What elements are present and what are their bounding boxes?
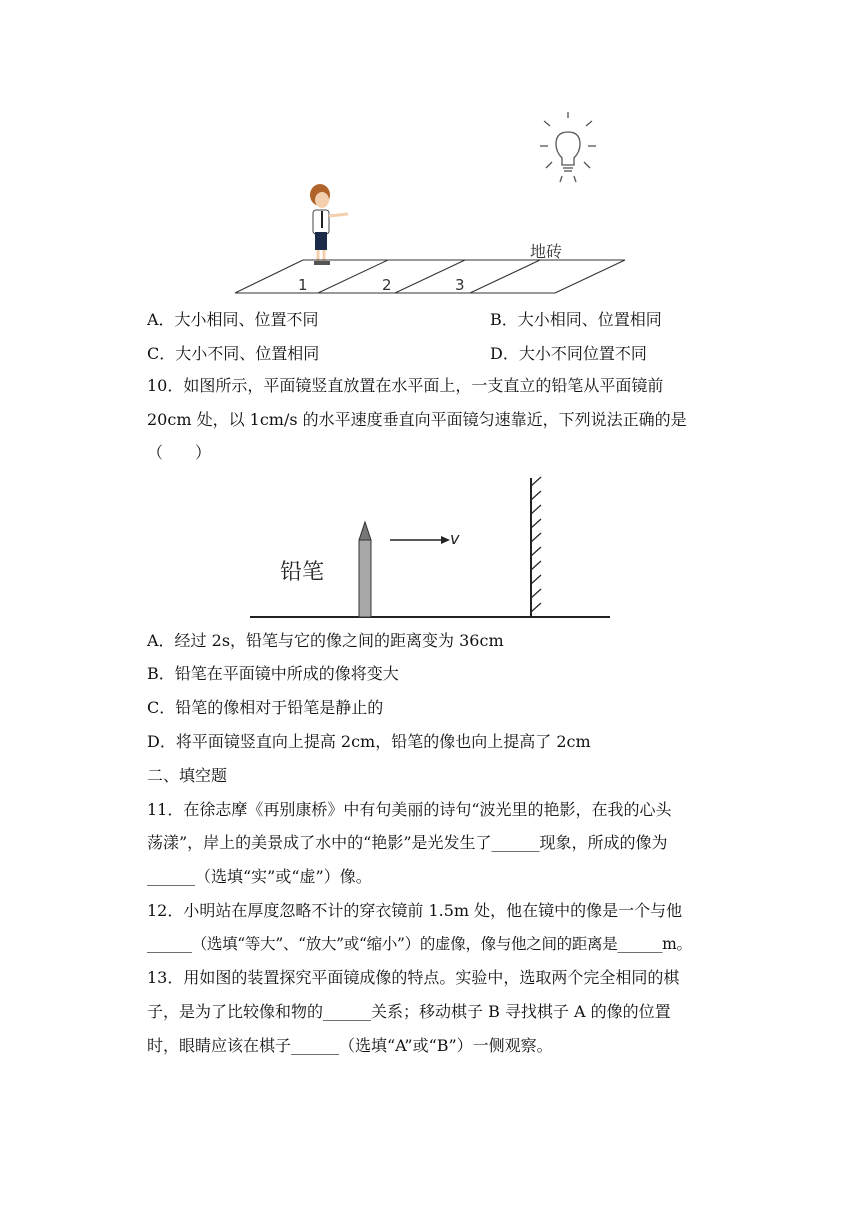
floor-tiles — [235, 260, 625, 293]
q9-option-b: B．大小相同、位置相同 — [490, 310, 662, 329]
q10-stem-line2: 20cm 处，以 1cm/s 的水平速度垂直向平面镜匀速靠近，下列说法正确的是 — [147, 410, 687, 429]
q13-line3: 时，眼睛应该在棋子______（选填“A”或“B”）一侧观察。 — [147, 1036, 553, 1055]
q10-stem-line3: （ ） — [147, 443, 212, 462]
q10-option-c: C．铅笔的像相对于铅笔是静止的 — [147, 698, 384, 717]
figure-boy-lamp-tiles — [230, 110, 640, 300]
q9-option-c: C．大小不同、位置相同 — [147, 344, 320, 363]
velocity-arrow — [390, 536, 450, 544]
q10-option-a: A．经过 2s，铅笔与它的像之间的距离变为 36cm — [147, 631, 504, 650]
q10-option-d: D．将平面镜竖直向上提高 2cm，铅笔的像也向上提高了 2cm — [147, 732, 591, 751]
q9-option-d: D．大小不同位置不同 — [490, 344, 647, 363]
light-bulb-icon — [540, 112, 596, 182]
tile-label: 地砖 — [530, 242, 563, 261]
q13-line2: 子，是为了比较像和物的______关系；移动棋子 B 寻找棋子 A 的像的位置 — [147, 1002, 671, 1021]
section-heading: 二、填空题 — [147, 766, 228, 785]
q9-option-a: A．大小相同、位置不同 — [147, 310, 319, 329]
pencil — [359, 522, 371, 617]
pencil-label: 铅笔 — [280, 560, 325, 585]
tile-number-3: 3 — [455, 276, 465, 294]
q10-option-b: B．铅笔在平面镜中所成的像将变大 — [147, 664, 399, 683]
q13-line1: 13．用如图的装置探究平面镜成像的特点。实验中，选取两个完全相同的棋 — [147, 968, 680, 987]
boy-figure — [310, 184, 348, 265]
figure-pencil-mirror — [245, 470, 615, 625]
q11-line2: 荡漾”，岸上的美景成了水中的“艳影”是光发生了______现象，所成的像为 — [147, 833, 668, 852]
q11-line1: 11．在徐志摩《再别康桥》中有句美丽的诗句“波光里的艳影，在我的心头 — [147, 800, 672, 819]
velocity-label: v — [450, 529, 460, 548]
tile-number-2: 2 — [382, 276, 392, 294]
q10-stem-line1: 10．如图所示，平面镜竖直放置在水平面上，一支直立的铅笔从平面镜前 — [147, 376, 664, 395]
plane-mirror — [531, 477, 541, 617]
tile-number-1: 1 — [298, 276, 308, 294]
q12-line1: 12．小明站在厚度忽略不计的穿衣镜前 1.5m 处，他在镜中的像是一个与他 — [147, 901, 683, 920]
q11-line3: ______（选填“实”或“虚”）像。 — [147, 867, 372, 886]
q12-line2: ______（选填“等大”、“放大”或“缩小”）的虚像，像与他之间的距离是______m。 — [147, 935, 692, 953]
